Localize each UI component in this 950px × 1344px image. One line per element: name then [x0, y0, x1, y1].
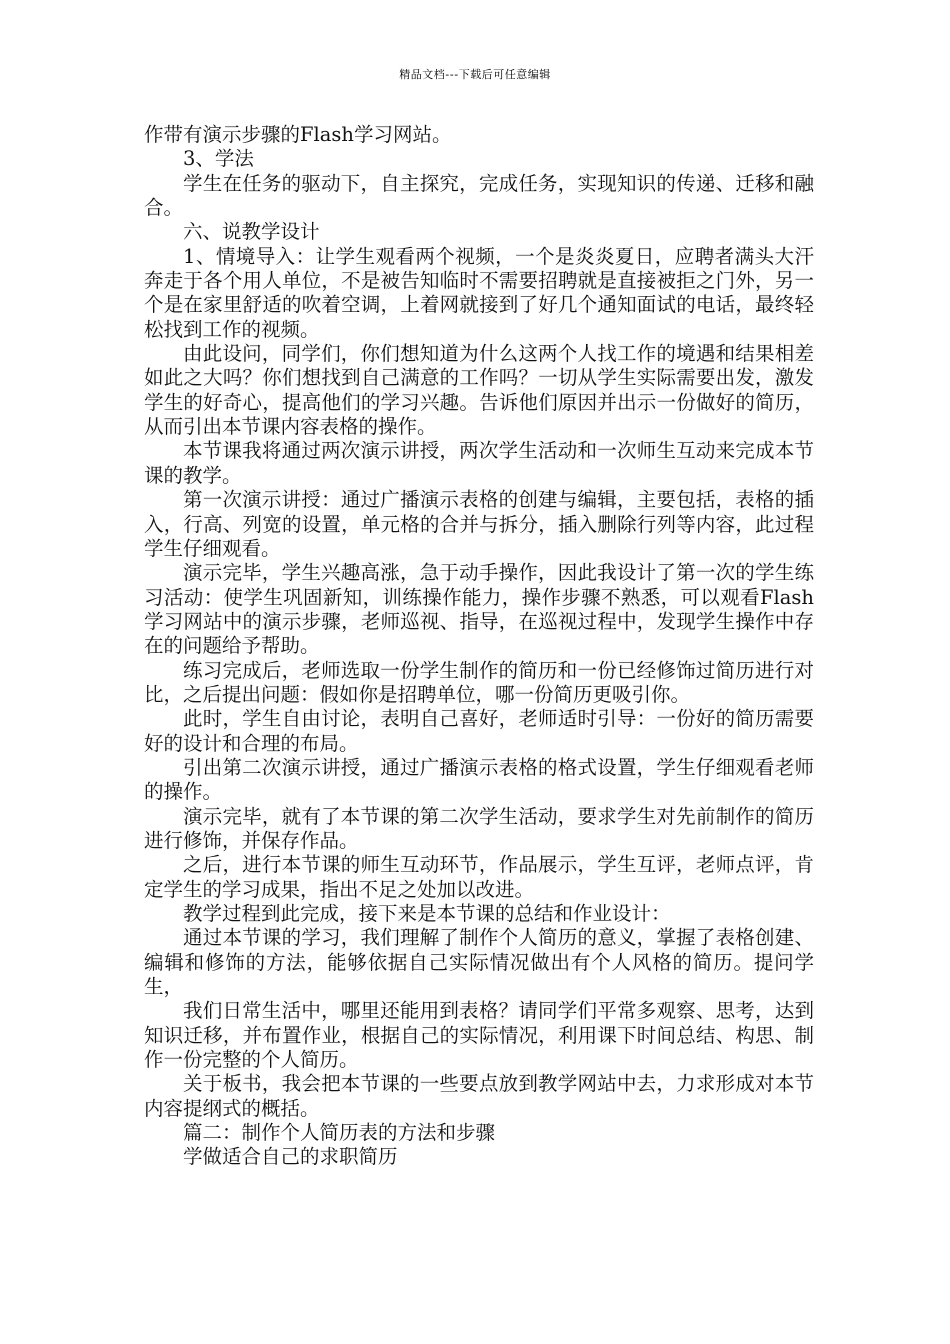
section-heading-teaching-design: 六、说教学设计 — [183, 220, 320, 244]
paragraph: 关于板书，我会把本节课的一些要点放到教学网站中去，力求形成对本节内容提纲式的概括。 — [144, 1072, 814, 1120]
paragraph: 我们日常生活中，哪里还能用到表格？请同学们平常多观察、思考，达到知识迁移，并布置作业，根据自己的实际情况，利用课下时间总结、构思、制作一份完整的个人简历。 — [144, 999, 814, 1072]
paragraph: 学生在任务的驱动下，自主探究，完成任务，实现知识的传递、迁移和融合。 — [144, 171, 814, 220]
document-body — [144, 123, 814, 1170]
paragraph: 教学过程到此完成，接下来是本节课的总结和作业设计： — [183, 902, 671, 925]
paragraph: 演示完毕，就有了本节课的第二次学生活动，要求学生对先前制作的简历进行修饰，并保存作品。 — [144, 804, 814, 852]
paragraph: 引出第二次演示讲授，通过广播演示表格的格式设置，学生仔细观看老师的操作。 — [144, 755, 814, 804]
paragraph: 本节课我将通过两次演示讲授，两次学生活动和一次师生互动来完成本节课的教学。 — [144, 439, 814, 487]
paragraph: 通过本节课的学习，我们理解了制作个人简历的意义，掌握了表格创建、编辑和修饰的方法，能够依据自己实际情况做出有个人风格的简历。提问学生， — [144, 926, 814, 999]
paragraph: 1、情境导入：让学生观看两个视频，一个是炎炎夏日，应聘者满头大汗奔走于各个用人单位，不是被告知临时不需要招聘就是直接被拒之门外，另一个是在家里舒适的吹着空调，上着网就接到了好几个通知面试的电话，最终轻松找到工作的视频。 — [144, 244, 814, 341]
paragraph: 此时，学生自由讨论，表明自己喜好，老师适时引导：一份好的简历需要好的设计和合理的布局。 — [144, 707, 814, 755]
paragraph: 之后，进行本节课的师生互动环节，作品展示，学生互评，老师点评，肯定学生的学习成果，指出不足之处加以改进。 — [144, 853, 814, 901]
page-header: 精品文档---下载后可任意编辑 — [399, 68, 551, 81]
paragraph: 第一次演示讲授：通过广播演示表格的创建与编辑，主要包括，表格的插入，行高、列宽的设置，单元格的合并与拆分，插入删除行列等内容，此过程学生仔细观看。 — [144, 488, 814, 560]
subheading: 学做适合自己的求职简历 — [183, 1145, 398, 1169]
paragraph: 演示完毕，学生兴趣高涨，急于动手操作，因此我设计了第一次的学生练习活动：使学生巩固新知，训练操作能力，操作步骤不熟悉，可以观看Flash学习网站中的演示步骤，老师巡视、指导，在巡视过程中，发现学生操作中存在的问题给予帮助。 — [144, 561, 814, 658]
section-heading-xuefa: 3、学法 — [183, 147, 254, 171]
paragraph: 作带有演示步骤的Flash学习网站。 — [144, 123, 452, 146]
paragraph: 练习完成后，老师选取一份学生制作的简历和一份已经修饰过简历进行对比，之后提出问题：假如你是招聘单位，哪一份简历更吸引你。 — [144, 658, 814, 706]
section-heading-part-two: 篇二：制作个人简历表的方法和步骤 — [183, 1121, 496, 1145]
paragraph: 由此设问，同学们，你们想知道为什么这两个人找工作的境遇和结果相差如此之大吗？你们想找到自己满意的工作吗？一切从学生实际需要出发，激发学生的好奇心，提高他们的学习兴趣。告诉他们原因并出示一份做好的简历，从而引出本节课内容表格的操作。 — [144, 342, 814, 439]
